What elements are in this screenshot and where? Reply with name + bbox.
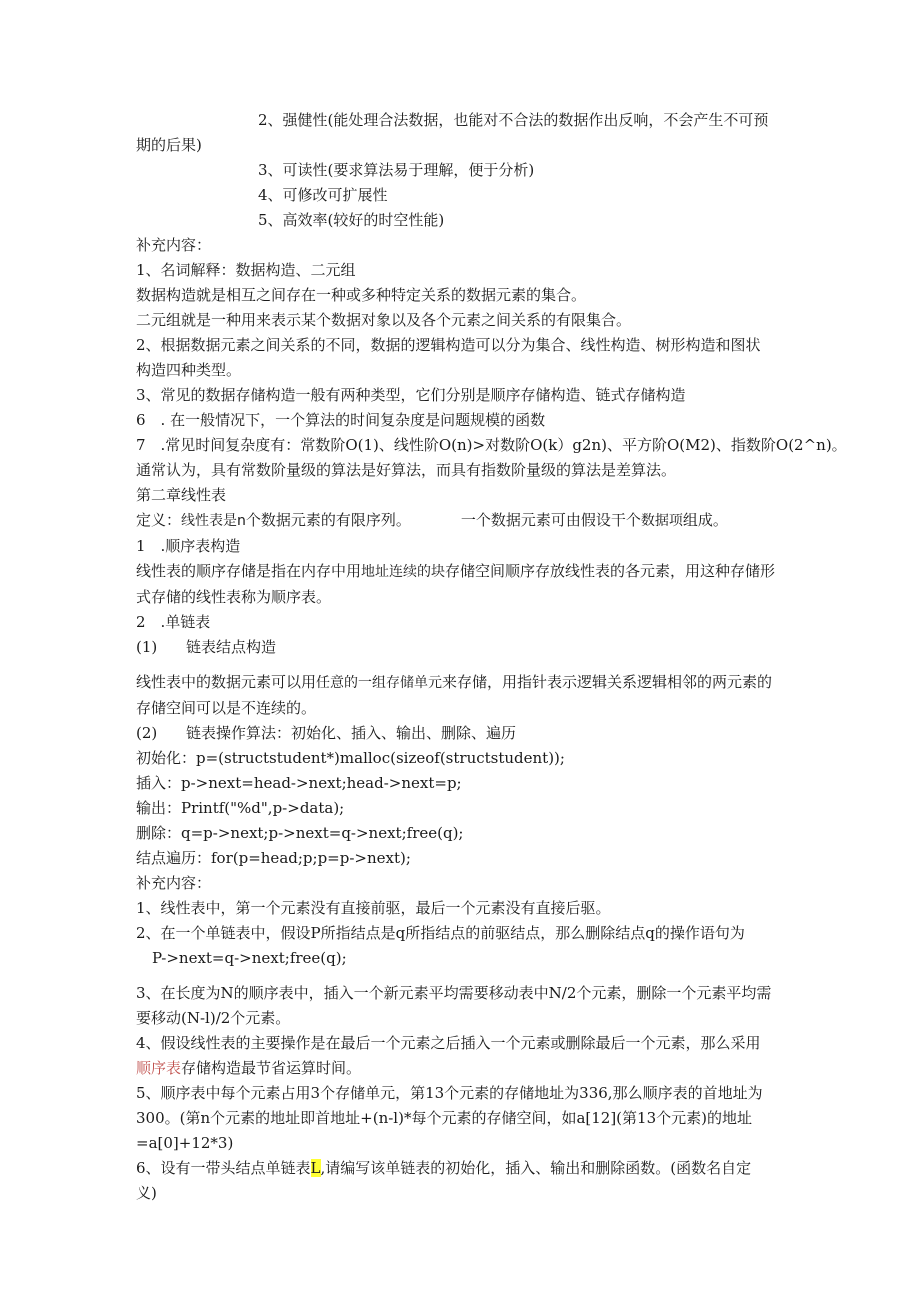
text-run: 组成。 — [682, 511, 728, 529]
text-line: 5、顺序表中每个元素占用3个存储单元，第13个元素的存储地址为336,那么顺序表的首地址为 — [136, 1084, 763, 1102]
text-line: 4、假设线性表的主要操作是在最后一个元素之后插入一个元素或删除最后一个元素，那么采用 — [136, 1034, 761, 1052]
code-line: P->next=q->next;free(q); — [152, 949, 347, 967]
text-run: 链表结点构造 — [186, 638, 277, 656]
text-line: 2、在一个单链表中，假设P所指结点是q所指结点的前驱结点，那么删除结点q的操作语句为 — [136, 924, 745, 942]
text-run: 一个数据元素可由假设干个 — [460, 511, 641, 529]
text-line: =a[0]+12*3) — [136, 1134, 234, 1152]
text-run: 线性表的顺序存储是指在内存中用 — [136, 562, 362, 580]
text-line — [136, 1156, 796, 1181]
text-line: 要移动(N-l)/2个元素。 — [136, 1009, 291, 1027]
text-line — [136, 670, 796, 696]
text-line: 1、名词解释：数据构造、二元组 — [136, 261, 356, 279]
text-run: 定义： — [136, 511, 182, 529]
text-run: 来存储，用指针表示逻辑关系逻辑相邻的两元素的 — [442, 673, 773, 691]
text-run: 线性表是n — [181, 513, 246, 529]
text-line: 式存储的线性表称为顺序表。 — [136, 588, 332, 606]
code-line: 删除：q=p->next;p->next=q->next;free(q); — [136, 824, 464, 842]
highlight-mark: L — [310, 1159, 321, 1177]
text-run: 线性表中的数据元素可以用 — [136, 673, 317, 691]
code-line: 初始化：p=(structstudent*)malloc(sizeof(structstudent)); — [136, 749, 565, 767]
highlighted-term: 顺序表 — [136, 1059, 182, 1077]
text-run: 6、设有一带头结点单链表 — [136, 1159, 311, 1177]
code-line: 结点遍历：for(p=head;p;p=p->next); — [136, 849, 411, 867]
text-line: 3、可读性(要求算法易于理解，便于分析) — [258, 161, 535, 179]
text-line: 通常认为，具有常数阶量级的算法是好算法，而具有指数阶量级的算法是差算法。 — [136, 461, 677, 479]
text-line: 期的后果) — [136, 136, 202, 154]
text-line: 2、根据数据元素之间关系的不同，数据的逻辑构造可以分为集合、线性构造、树形构造和图状 — [136, 336, 761, 354]
text-run: ,请编写该单链表的初始化，插入、输出和删除函数。(函数名自定 — [320, 1159, 752, 1177]
text-line: 4、可修改可扩展性 — [258, 186, 388, 204]
section-heading: 补充内容： — [136, 874, 212, 892]
text-line — [136, 559, 796, 585]
item-number: (2) — [136, 724, 158, 742]
text-line: 300。(第n个元素的地址即首地址+(n-l)*每个元素的存储空间，如a[12](第13个元素)的地址 — [136, 1109, 752, 1127]
text-run: 个数据元素的有限序列。 — [245, 511, 411, 529]
chapter-heading: 第二章线性表 — [136, 486, 227, 504]
code-line: 输出：Printf("%d",p->data); — [136, 799, 345, 817]
subsection-heading: 1 .顺序表构造 — [136, 537, 241, 555]
list-item — [136, 721, 796, 746]
text-line: 3、常见的数据存储构造一般有两种类型，它们分别是顺序存储构造、链式存储构造 — [136, 386, 686, 404]
text-line: 6 . 在一般情况下，一个算法的时间复杂度是问题规模的函数 — [136, 411, 546, 429]
list-item — [136, 635, 796, 660]
text-line: 义) — [136, 1184, 157, 1202]
text-line: 3、在长度为N的顺序表中，插入一个新元素平均需要移动表中N/2个元素，删除一个元素平均需 — [136, 984, 772, 1002]
text-run: 存储空间顺序存放线性表的各元素，用这种存储形 — [445, 562, 776, 580]
text-line: 7 .常见时间复杂度有：常数阶O(1)、线性阶O(n)>对数阶O(k）g2n)、平方阶O(M2)、指数阶O(2^n)。 — [136, 436, 847, 454]
text-run: 任意的一组存储单元 — [316, 675, 443, 691]
text-line — [136, 1056, 796, 1081]
text-line: 5、高效率(较好的时空性能) — [258, 211, 445, 229]
item-number: (1) — [136, 638, 158, 656]
text-run: 数据项 — [640, 513, 683, 529]
subsection-heading: 2 .单链表 — [136, 613, 211, 631]
definition-line — [136, 508, 796, 534]
document-body — [136, 108, 847, 1206]
text-line: 存储空间可以是不连续的。 — [136, 699, 317, 717]
section-heading: 补充内容： — [136, 236, 212, 254]
text-run: 地址连续的块 — [361, 564, 446, 580]
text-run: 存储构造最节省运算时间。 — [181, 1059, 362, 1077]
text-line: 数据构造就是相互之间存在一种或多种特定关系的数据元素的集合。 — [136, 286, 587, 304]
text-line: 1、线性表中，第一个元素没有直接前驱，最后一个元素没有直接后驱。 — [136, 899, 611, 917]
text-line: 2、强健性(能处理合法数据，也能对不合法的数据作出反响，不会产生不可预 — [258, 111, 769, 129]
code-line: 插入：p->next=head->next;head->next=p; — [136, 774, 462, 792]
text-run: 链表操作算法：初始化、插入、输出、删除、遍历 — [186, 724, 517, 742]
text-line: 构造四种类型。 — [136, 361, 242, 379]
text-line: 二元组就是一种用来表示某个数据对象以及各个元素之间关系的有限集合。 — [136, 311, 632, 329]
